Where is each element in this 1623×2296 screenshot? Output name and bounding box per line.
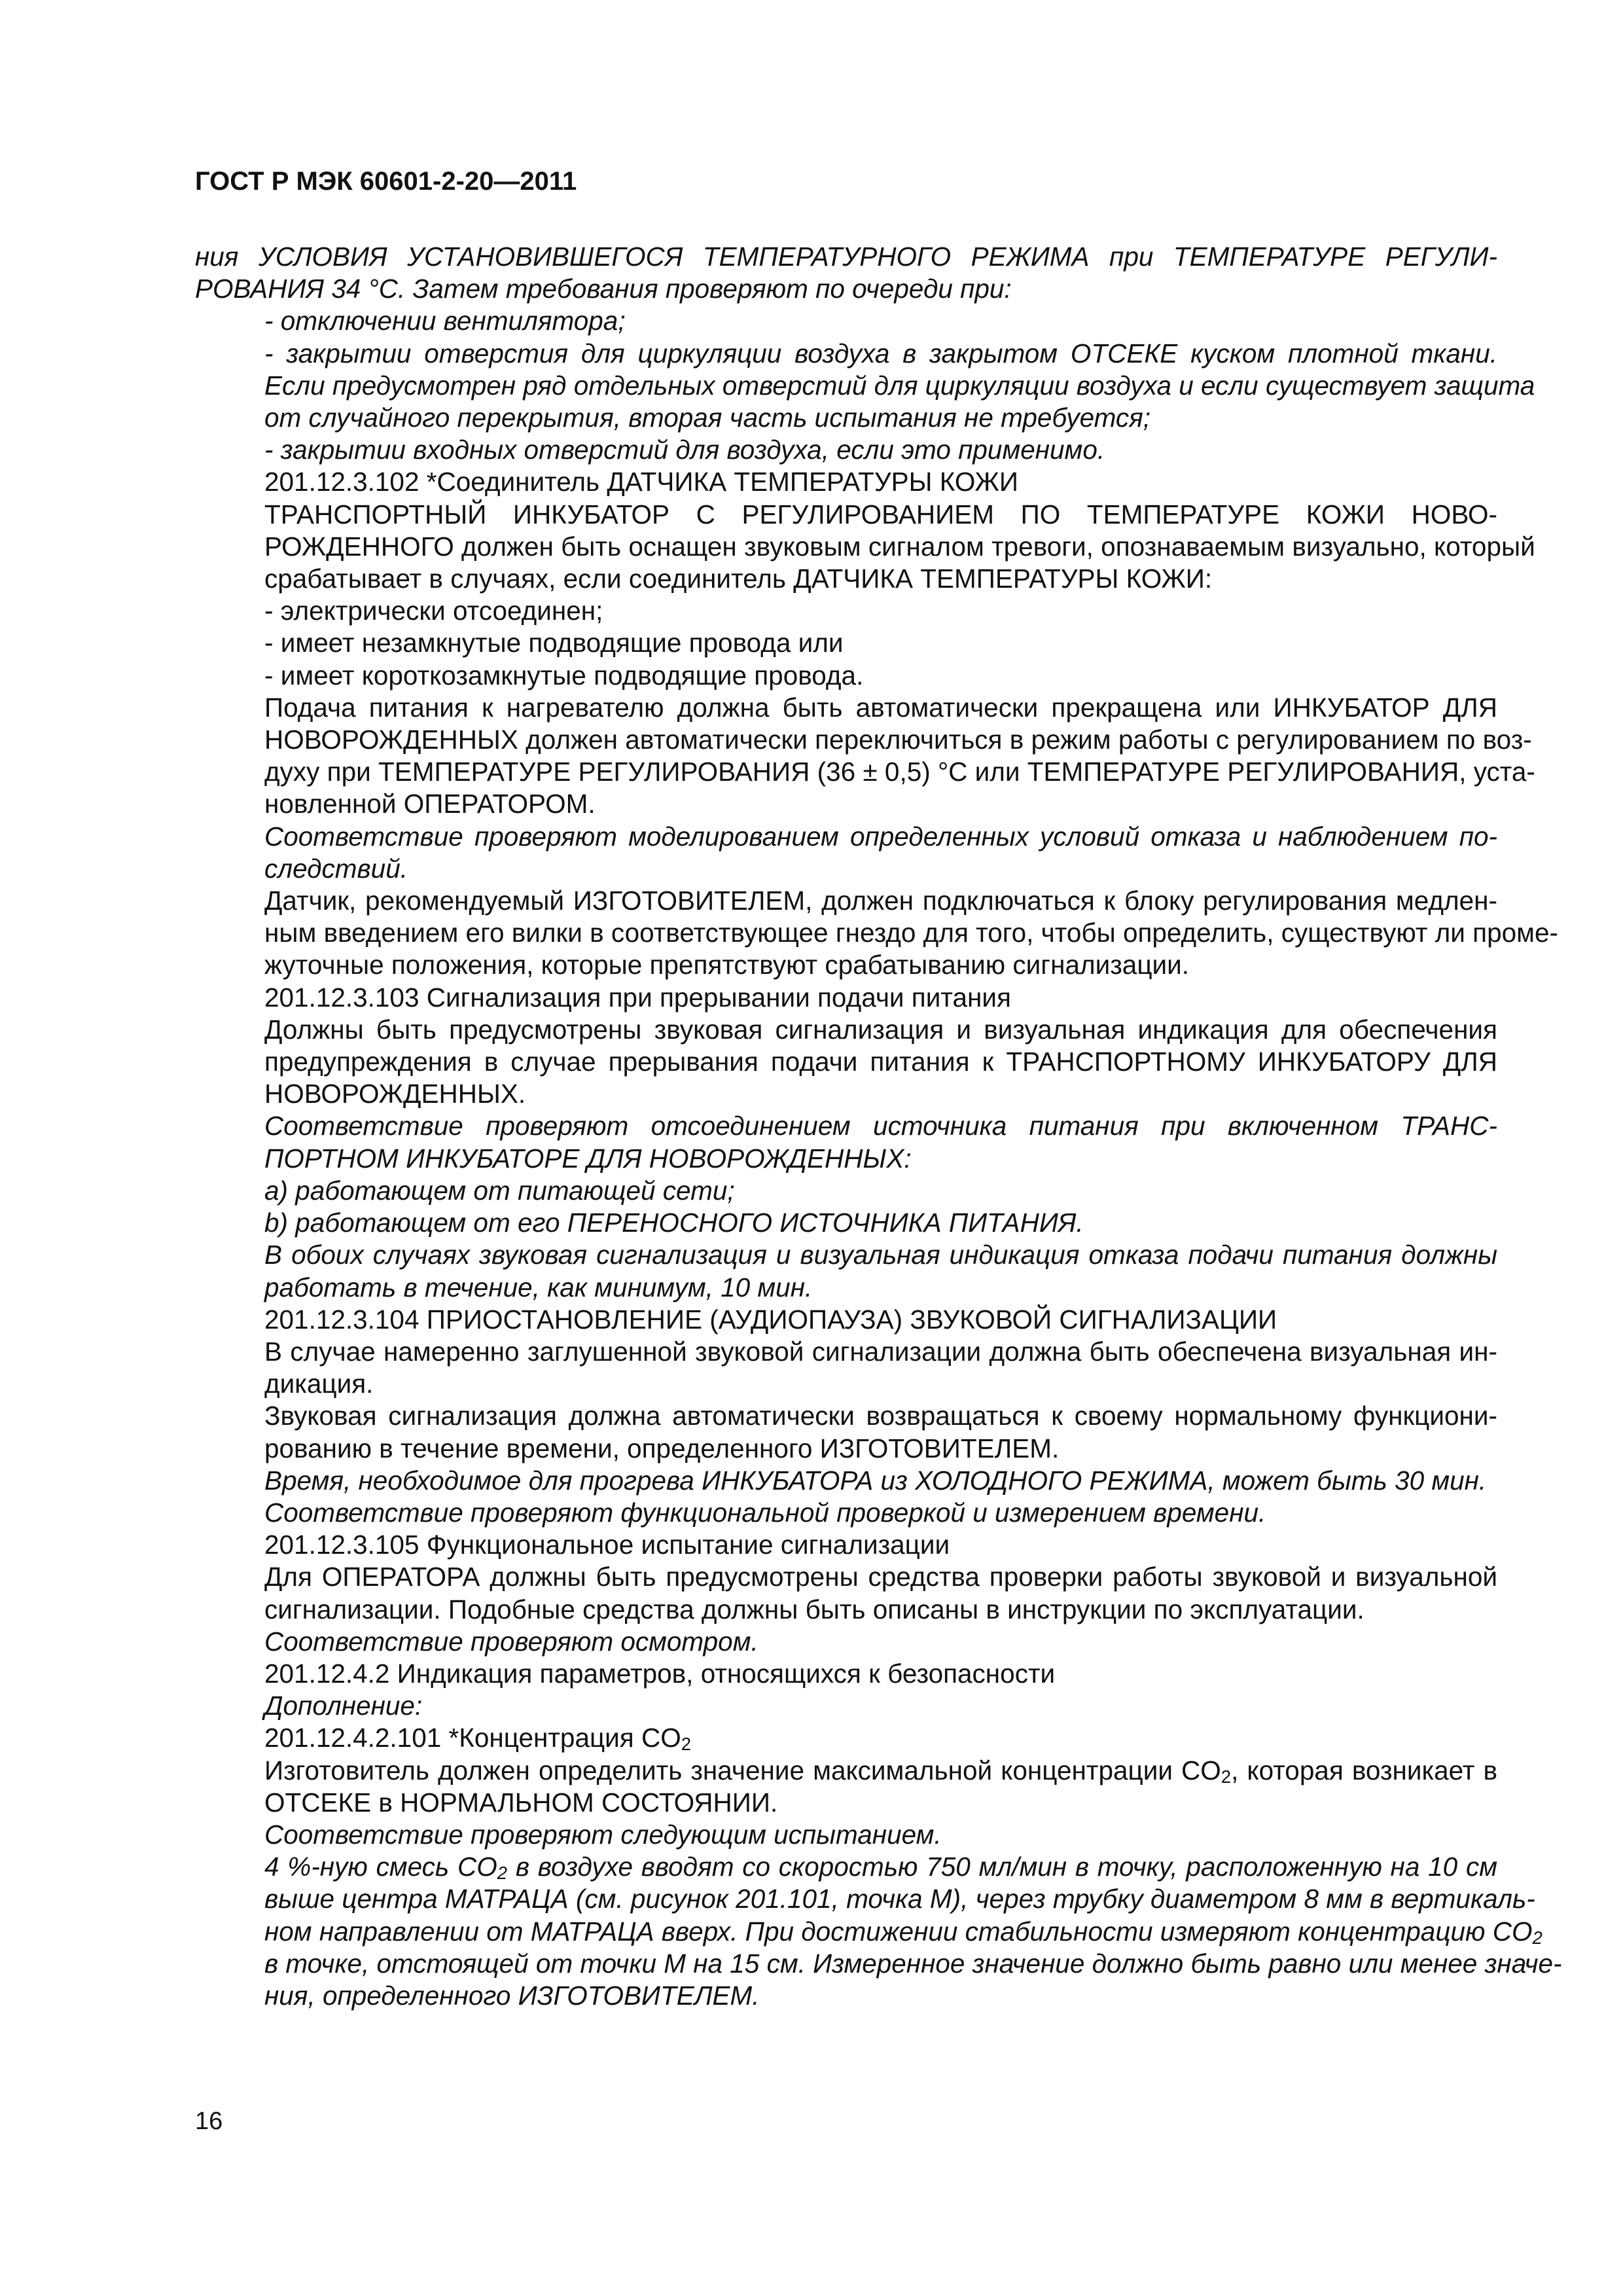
- paragraph: [195, 1207, 1497, 1239]
- text-line: b) работающем от его ПЕРЕНОСНОГО ИСТОЧНИКА ПИТАНИЯ.: [264, 1208, 1084, 1238]
- text-line: 201.12.3.102 *Соединитель ДАТЧИКА ТЕМПЕРАТУРЫ КОЖИ: [264, 467, 1018, 497]
- paragraph: [195, 1239, 1497, 1303]
- paragraph: [195, 1722, 1497, 1754]
- text-line: Подача питания к нагревателю должна быть автоматически прекращена или ИНКУБАТОР ДЛЯ: [264, 692, 1497, 723]
- paragraph: [195, 1336, 1497, 1400]
- text-line: Изготовитель должен определить значение максимальной концентрации $CO_2$, которая возникает в: [264, 1755, 1497, 1787]
- text-line: Должны быть предусмотрены звуковая сигнализация и визуальная индикация для обеспечения: [264, 1014, 1497, 1045]
- paragraph: [195, 1626, 1497, 1658]
- paragraph: [195, 660, 1497, 692]
- text-line: дикация.: [264, 1369, 374, 1399]
- text-line: В случае намеренно заглушенной звуковой сигнализации должна быть обеспечена визуальная ин-: [264, 1336, 1497, 1367]
- text-line: ном направлении от МАТРАЦА вверх. При достижении стабильности измеряют концентрацию $CO_2$: [264, 1916, 1543, 1948]
- paragraph: [195, 1465, 1497, 1497]
- text-line: Соответствие проверяют следующим испытанием.: [264, 1819, 942, 1850]
- text-line: работать в течение, как минимум, 10 мин.: [264, 1272, 813, 1302]
- paragraph: [195, 1819, 1497, 1851]
- document-body: [195, 241, 1562, 2012]
- text-line: ния УСЛОВИЯ УСТАНОВИВШЕГОСЯ ТЕМПЕРАТУРНОГО РЕЖИМА при ТЕМПЕРАТУРЕ РЕГУЛИ-: [195, 242, 1497, 272]
- paragraph: [195, 1658, 1497, 1690]
- text-line: РОЖДЕННОГО должен быть оснащен звуковым сигналом тревоги, опознаваемым визуально, который: [264, 531, 1535, 562]
- paragraph: [195, 821, 1497, 885]
- text-line: - отключении вентилятора;: [264, 306, 626, 336]
- paragraph: [195, 1304, 1497, 1336]
- text-line: Датчик, рекомендуемый ИЗГОТОВИТЕЛЕМ, должен подключаться к блоку регулирования медлен-: [264, 886, 1497, 916]
- text-line: Дополнение:: [264, 1691, 423, 1721]
- text-line: - имеет незамкнутые подводящие провода или: [264, 628, 844, 658]
- paragraph: [195, 1110, 1497, 1174]
- text-line: НОВОРОЖДЕННЫХ.: [264, 1079, 526, 1109]
- paragraph: [195, 982, 1497, 1014]
- text-line: Для ОПЕРАТОРА должны быть предусмотрены средства проверки работы звуковой и визуальной: [264, 1562, 1497, 1592]
- text-line: предупреждения в случае прерывания подачи питания к ТРАНСПОРТНОМУ ИНКУБАТОРУ ДЛЯ: [264, 1047, 1497, 1077]
- text-line: ОТСЕКЕ в НОРМАЛЬНОМ СОСТОЯНИИ.: [264, 1787, 778, 1818]
- text-line: НОВОРОЖДЕННЫХ должен автоматически переключиться в режим работы с регулированием по воз-: [264, 725, 1532, 755]
- text-line: ТРАНСПОРТНЫЙ ИНКУБАТОР С РЕГУЛИРОВАНИЕМ ПО ТЕМПЕРАТУРЕ КОЖИ НОВО-: [264, 499, 1497, 529]
- text-line: духу при ТЕМПЕРАТУРЕ РЕГУЛИРОВАНИЯ (36 ± 0,5) °С или ТЕМПЕРАТУРЕ РЕГУЛИРОВАНИЯ, уста-: [264, 757, 1535, 787]
- paragraph: [195, 627, 1497, 659]
- text-line: Соответствие проверяют осмотром.: [264, 1626, 758, 1657]
- paragraph: [195, 1014, 1497, 1111]
- text-line: - электрически отсоединен;: [264, 596, 603, 626]
- text-line: выше центра МАТРАЦА (см. рисунок 201.101, точка М), через трубку диаметром 8 мм в вертикаль-: [264, 1884, 1535, 1914]
- paragraph: [195, 885, 1558, 982]
- text-line: 201.12.4.2.101 *Концентрация $CO_2$: [264, 1723, 692, 1755]
- paragraph: [195, 1497, 1497, 1529]
- text-line: - имеет короткозамкнутые подводящие провода.: [264, 660, 864, 691]
- text-line: в точке, отстоящей от точки М на 15 см. Измеренное значение должно быть равно или менее значе-: [264, 1948, 1562, 1979]
- document-header: ГОСТ Р МЭК 60601-2-20—2011: [195, 167, 577, 196]
- text-line: следствий.: [264, 853, 408, 884]
- text-line: ным введением его вилки в соответствующее гнездо для того, чтобы определить, существуют ли проме-: [264, 918, 1558, 948]
- paragraph: [195, 1755, 1497, 1819]
- text-line: Если предусмотрен ряд отдельных отверстий для циркуляции воздуха и если существует защита: [264, 370, 1535, 401]
- paragraph: [195, 338, 1535, 435]
- paragraph: [195, 1529, 1497, 1561]
- paragraph: [195, 499, 1535, 596]
- text-line: Соответствие проверяют функциональной проверкой и измерением времени.: [264, 1497, 1266, 1528]
- paragraph: [195, 305, 1497, 337]
- text-line: а) работающем от питающей сети;: [264, 1175, 735, 1206]
- text-line: жуточные положения, которые препятствуют срабатыванию сигнализации.: [264, 950, 1190, 980]
- paragraph: [195, 434, 1497, 466]
- text-line: рованию в течение времени, определенного ИЗГОТОВИТЕЛЕМ.: [264, 1433, 1060, 1463]
- text-line: ния, определенного ИЗГОТОВИТЕЛЕМ.: [264, 1980, 760, 2011]
- paragraph: [195, 1561, 1497, 1625]
- text-line: 201.12.4.2 Индикация параметров, относящихся к безопасности: [264, 1658, 1056, 1689]
- text-line: 201.12.3.105 Функциональное испытание сигнализации: [264, 1530, 950, 1560]
- text-line: 201.12.3.103 Сигнализация при прерывании подачи питания: [264, 982, 1011, 1013]
- paragraph: [195, 466, 1497, 498]
- text-line: В обоих случаях звуковая сигнализация и визуальная индикация отказа подачи питания должны: [264, 1240, 1497, 1270]
- paragraph: [195, 1851, 1562, 2012]
- paragraph: [195, 1400, 1497, 1464]
- paragraph: [195, 1690, 1497, 1722]
- text-line: РОВАНИЯ 34 °С. Затем требования проверяют по очереди при:: [195, 274, 1012, 304]
- text-line: новленной ОПЕРАТОРОМ.: [264, 789, 596, 819]
- text-line: сигнализации. Подобные средства должны быть описаны в инструкции по эксплуатации.: [264, 1594, 1364, 1624]
- text-line: Звуковая сигнализация должна автоматически возвращаться к своему нормальному функциони-: [264, 1401, 1497, 1431]
- text-line: от случайного перекрытия, вторая часть испытания не требуется;: [264, 403, 1151, 433]
- paragraph: [195, 692, 1535, 821]
- paragraph: [195, 1175, 1497, 1207]
- text-line: - закрытии отверстия для циркуляции воздуха в закрытом ОТСЕКЕ куском плотной ткани.: [264, 338, 1497, 368]
- paragraph: [195, 595, 1497, 627]
- text-line: 4 %-ную смесь $CO_2$ в воздухе вводят со скоростью 750 мл/мин в точку, расположенную на 10 см: [264, 1852, 1498, 1884]
- text-line: - закрытии входных отверстий для воздуха, если это применимо.: [264, 435, 1105, 465]
- paragraph: [195, 241, 1497, 305]
- text-line: срабатывает в случаях, если соединитель ДАТЧИКА ТЕМПЕРАТУРЫ КОЖИ:: [264, 564, 1213, 594]
- text-line: ПОРТНОМ ИНКУБАТОРЕ ДЛЯ НОВОРОЖДЕННЫХ:: [264, 1143, 912, 1174]
- text-line: Соответствие проверяют моделированием определенных условий отказа и наблюдением по-: [264, 821, 1497, 852]
- page-number: 16: [195, 2108, 223, 2135]
- text-line: Время, необходимое для прогрева ИНКУБАТОРА из ХОЛОДНОГО РЕЖИМА, может быть 30 мин.: [264, 1465, 1487, 1496]
- text-line: 201.12.3.104 ПРИОСТАНОВЛЕНИЕ (АУДИОПАУЗА) ЗВУКОВОЙ СИГНАЛИЗАЦИИ: [264, 1304, 1277, 1335]
- text-line: Соответствие проверяют отсоединением источника питания при включенном ТРАНС-: [264, 1111, 1497, 1141]
